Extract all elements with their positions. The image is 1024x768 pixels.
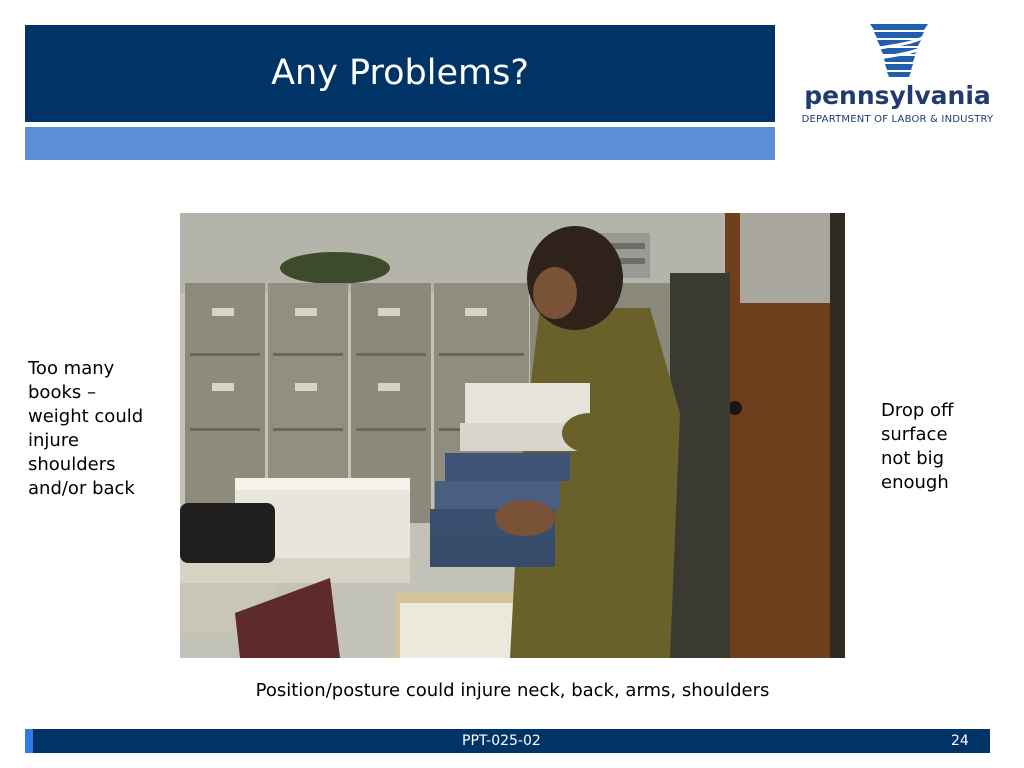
footer-page-number: 24	[951, 733, 969, 749]
pennsylvania-logo	[780, 22, 1015, 132]
keystone-icon	[866, 22, 932, 78]
logo-department: DEPARTMENT OF LABOR & INDUSTRY	[801, 114, 994, 125]
photo-caption: Position/posture could injure neck, back, arms, shoulders	[255, 680, 770, 701]
title-bar	[25, 25, 775, 122]
footer-accent	[25, 729, 33, 753]
note-drop-off-surface: Drop off surface not big enough	[881, 400, 954, 493]
note-too-many-books: Too many books – weight could injure shoulders and/or back	[28, 358, 144, 499]
slide-title: Any Problems?	[271, 53, 529, 93]
office-photo	[180, 213, 845, 658]
logo-wordmark: pennsylvania	[804, 81, 991, 110]
footer-slide-code: PPT-025-02	[462, 733, 541, 749]
title-accent-strip	[25, 127, 775, 160]
